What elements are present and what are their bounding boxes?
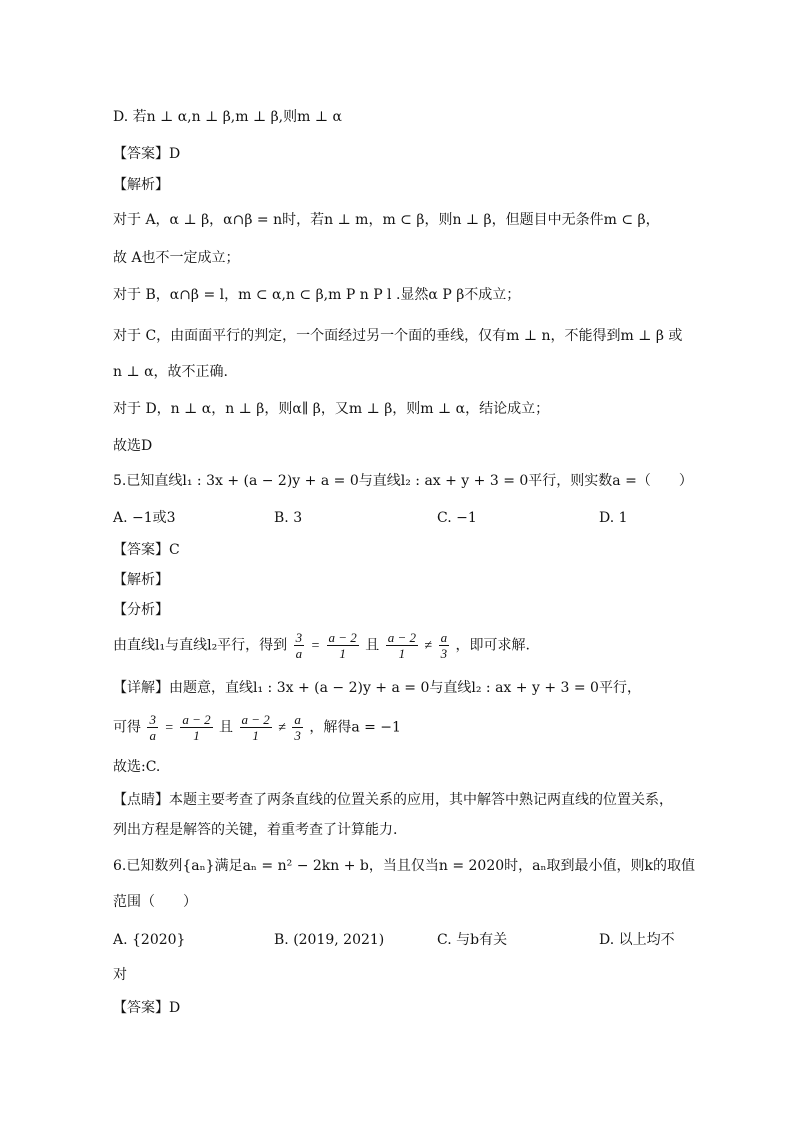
q5-fenxi-pre: 由直线l₁与直线l₂平行，得到	[113, 637, 288, 654]
q4-analysis-c-line1: 对于 C，由面面平行的判定，一个面经过另一个面的垂线，仅有m ⊥ n，不能得到m ⊥ β 或	[113, 328, 683, 344]
q6-option-c: C. 与b有关	[437, 932, 508, 948]
q6-answer: 【答案】D	[113, 1000, 181, 1016]
q6-stem-line1: 6.已知数列{aₙ}满足aₙ = n² − 2kn + b，当且仅当n = 2020时，aₙ取到最小值，则k的取值	[113, 858, 696, 874]
q5-choose: 故选:C.	[113, 759, 161, 775]
q5-kede: 可得	[113, 719, 141, 736]
q4-answer: 【答案】D	[113, 146, 181, 162]
fraction-a-minus-2-over-1-detail-second: $\frac{a - 2}{1}$	[241, 712, 270, 743]
q4-option-d: D. 若n ⊥ α,n ⊥ β,m ⊥ β,则m ⊥ α	[113, 109, 342, 125]
q5-detail-and: 且	[219, 719, 234, 736]
fraction-3-over-a-detail: $\frac{3}{a}$	[149, 712, 156, 743]
q5-option-a: A. −1或3	[113, 510, 176, 526]
fraction-a-minus-2-over-1-detail: $\frac{a - 2}{1}$	[182, 712, 211, 743]
fraction-a-over-3-detail: $\frac{a}{3}$	[294, 712, 301, 743]
q4-analysis-a-line1: 对于 A，α ⊥ β，α∩β = n时，若n ⊥ m，m ⊂ β，则n ⊥ β，但题目中无条件m ⊂ β，	[113, 212, 660, 228]
q5-option-b: B. 3	[274, 510, 303, 526]
fraction-a-minus-2-over-1-second: $\frac{a - 2}{1}$	[387, 630, 416, 661]
q5-fenxi-post: ，即可求解.	[455, 637, 530, 654]
q5-dianjing-line2: 列出方程是解答的关键，着重考查了计算能力.	[113, 822, 398, 838]
q5-jiede: ，解得a = −1	[309, 719, 401, 736]
q5-answer: 【答案】C	[113, 542, 180, 558]
q6-option-d: D. 以上均不	[599, 932, 675, 948]
fraction-a-minus-2-over-1: $\frac{a - 2}{1}$	[328, 630, 357, 661]
q5-fenxi-and: 且	[365, 637, 380, 654]
q6-option-b: B. (2019, 2021)	[274, 932, 385, 948]
q5-option-d: D. 1	[599, 510, 628, 526]
q5-detail-equation-line	[113, 712, 401, 743]
q5-analysis-heading: 【解析】	[113, 572, 169, 588]
not-equal-sign-detail: ≠	[278, 720, 286, 736]
q4-analysis-heading: 【解析】	[113, 177, 169, 193]
q6-stem-line2: 范围（ ）	[113, 894, 197, 910]
q4-analysis-b: 对于 B，α∩β = l，m ⊂ α,n ⊂ β,m P n P l .显然α P β不成立；	[113, 287, 521, 303]
not-equal-sign: ≠	[424, 638, 433, 654]
q5-fenxi-line	[113, 630, 530, 661]
q5-stem: 5.已知直线l₁ : 3x + (a − 2)y + a = 0与直线l₂ : ax + y + 3 = 0平行，则实数a =（ ）	[113, 473, 693, 489]
q6-option-d-wrap: 对	[113, 967, 127, 983]
q5-dianjing-line1: 【点睛】本题主要考查了两条直线的位置关系的应用，其中解答中熟记两直线的位置关系，	[113, 792, 673, 808]
q4-analysis-d: 对于 D，n ⊥ α，n ⊥ β，则α∥ β，又m ⊥ β，则m ⊥ α，结论成立；	[113, 401, 550, 417]
q4-choose: 故选D	[113, 438, 153, 454]
q6-option-a: A. {2020}	[113, 932, 186, 948]
q5-detail: 【详解】由题意，直线l₁ : 3x + (a − 2)y + a = 0与直线l₂ : ax + y + 3 = 0平行，	[113, 680, 641, 696]
fraction-a-over-3: $\frac{a}{3}$	[440, 630, 448, 661]
q4-analysis-c-line2: n ⊥ α，故不正确.	[113, 364, 228, 380]
q5-fenxi-heading: 【分析】	[113, 602, 169, 618]
equals-sign-detail: =	[164, 720, 174, 736]
fraction-3-over-a: $\frac{3}{a}$	[295, 630, 303, 661]
q5-option-c: C. −1	[437, 510, 477, 526]
equals-sign: =	[310, 638, 321, 654]
q4-analysis-a-line2: 故 A也不一定成立；	[113, 250, 240, 266]
